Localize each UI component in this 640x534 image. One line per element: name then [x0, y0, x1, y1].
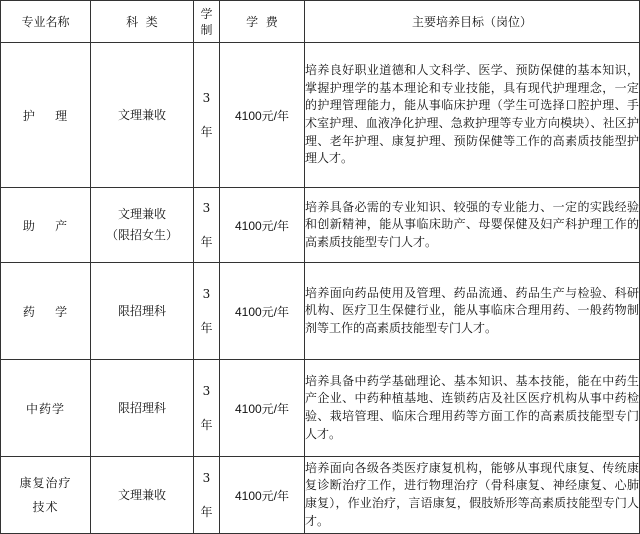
major-name-line: 技术 — [32, 500, 59, 514]
years — [194, 188, 220, 263]
years — [194, 457, 220, 534]
table-row — [1, 360, 640, 457]
years-number: 3 — [202, 471, 211, 485]
fee: 4100元/年 — [220, 360, 305, 457]
years — [194, 263, 220, 360]
goal: 培养良好职业道德和人文科学、医学、预防保健的基本知识，掌握护理学的基本理论和专业技能，具有现代护理理念，一定的护理管理能力，能从事临床护理（学生可选择口腔护理、手术室护理、血液净化护理、急救护理等专业方向模块）、社区护理、老年护理、康复护理、预防保健等工作的高素质技能型护理人才。 — [305, 43, 640, 188]
years-unit: 年 — [200, 125, 213, 139]
category-line: 限招理科 — [117, 400, 166, 415]
category — [91, 263, 194, 360]
goal: 培养具备中药学基础理论、基本知识、基本技能，能在中药生产企业、中药种植基地、连锁药店及社区医疗机构从事中药检验、栽培管理、临床合理用药等方面工作的高素质技能型专门人才。 — [305, 360, 640, 457]
header-years-line2: 制 — [200, 22, 213, 37]
goal: 培养具备必需的专业知识、较强的专业能力、一定的实践经验和创新精神，能从事临床助产、母婴保健及妇产科护理工作的高素质技能型专门人才。 — [305, 188, 640, 263]
header-years-line1: 学 — [200, 6, 213, 21]
years-unit: 年 — [200, 321, 213, 335]
fee: 4100元/年 — [220, 43, 305, 188]
years-number: 3 — [202, 287, 211, 301]
years-unit: 年 — [200, 418, 213, 432]
header-fee: 学 费 — [220, 1, 305, 43]
category-line: 文理兼收 — [117, 207, 166, 221]
years-unit: 年 — [200, 235, 213, 249]
major-name: 中药学 — [1, 360, 91, 457]
table-row — [1, 188, 640, 263]
fee: 4100元/年 — [220, 263, 305, 360]
category-line: 文理兼收 — [117, 107, 166, 122]
major-name: 药 学 — [1, 263, 91, 360]
major-name — [1, 457, 91, 534]
major-name: 护 理 — [1, 43, 91, 188]
years-number: 3 — [202, 384, 211, 398]
header-goal: 主要培养目标（岗位） — [305, 1, 640, 43]
header-years — [194, 1, 220, 43]
years-number: 3 — [202, 91, 211, 105]
table-row — [1, 457, 640, 534]
major-name-line: 康复治疗 — [19, 476, 72, 490]
header-category: 科 类 — [91, 1, 194, 43]
category-line: 文理兼收 — [117, 487, 166, 502]
table-row — [1, 43, 640, 188]
category — [91, 43, 194, 188]
fee: 4100元/年 — [220, 457, 305, 534]
major-name: 助 产 — [1, 188, 91, 263]
table-row — [1, 263, 640, 360]
fee: 4100元/年 — [220, 188, 305, 263]
years-unit: 年 — [200, 505, 213, 519]
category — [91, 360, 194, 457]
goal: 培养面向各级各类医疗康复机构，能够从事现代康复、传统康复诊断治疗工作，进行物理治疗（骨科康复、神经康复、心肺康复），作业治疗，言语康复，假肢矫形等高素质技能型专门人才。 — [305, 457, 640, 534]
category-line: 限招理科 — [117, 303, 166, 318]
years — [194, 43, 220, 188]
category — [91, 188, 194, 263]
category — [91, 457, 194, 534]
header-row — [1, 1, 640, 43]
years — [194, 360, 220, 457]
years-number: 3 — [202, 201, 211, 215]
category-line: （限招女生） — [105, 228, 178, 242]
goal: 培养面向药品使用及管理、药品流通、药品生产与检验、科研机构、医疗卫生保健行业，能从事临床合理用药、一般药物制剂等工作的高素质技能型专门人才。 — [305, 263, 640, 360]
header-major-name: 专业名称 — [1, 1, 91, 43]
